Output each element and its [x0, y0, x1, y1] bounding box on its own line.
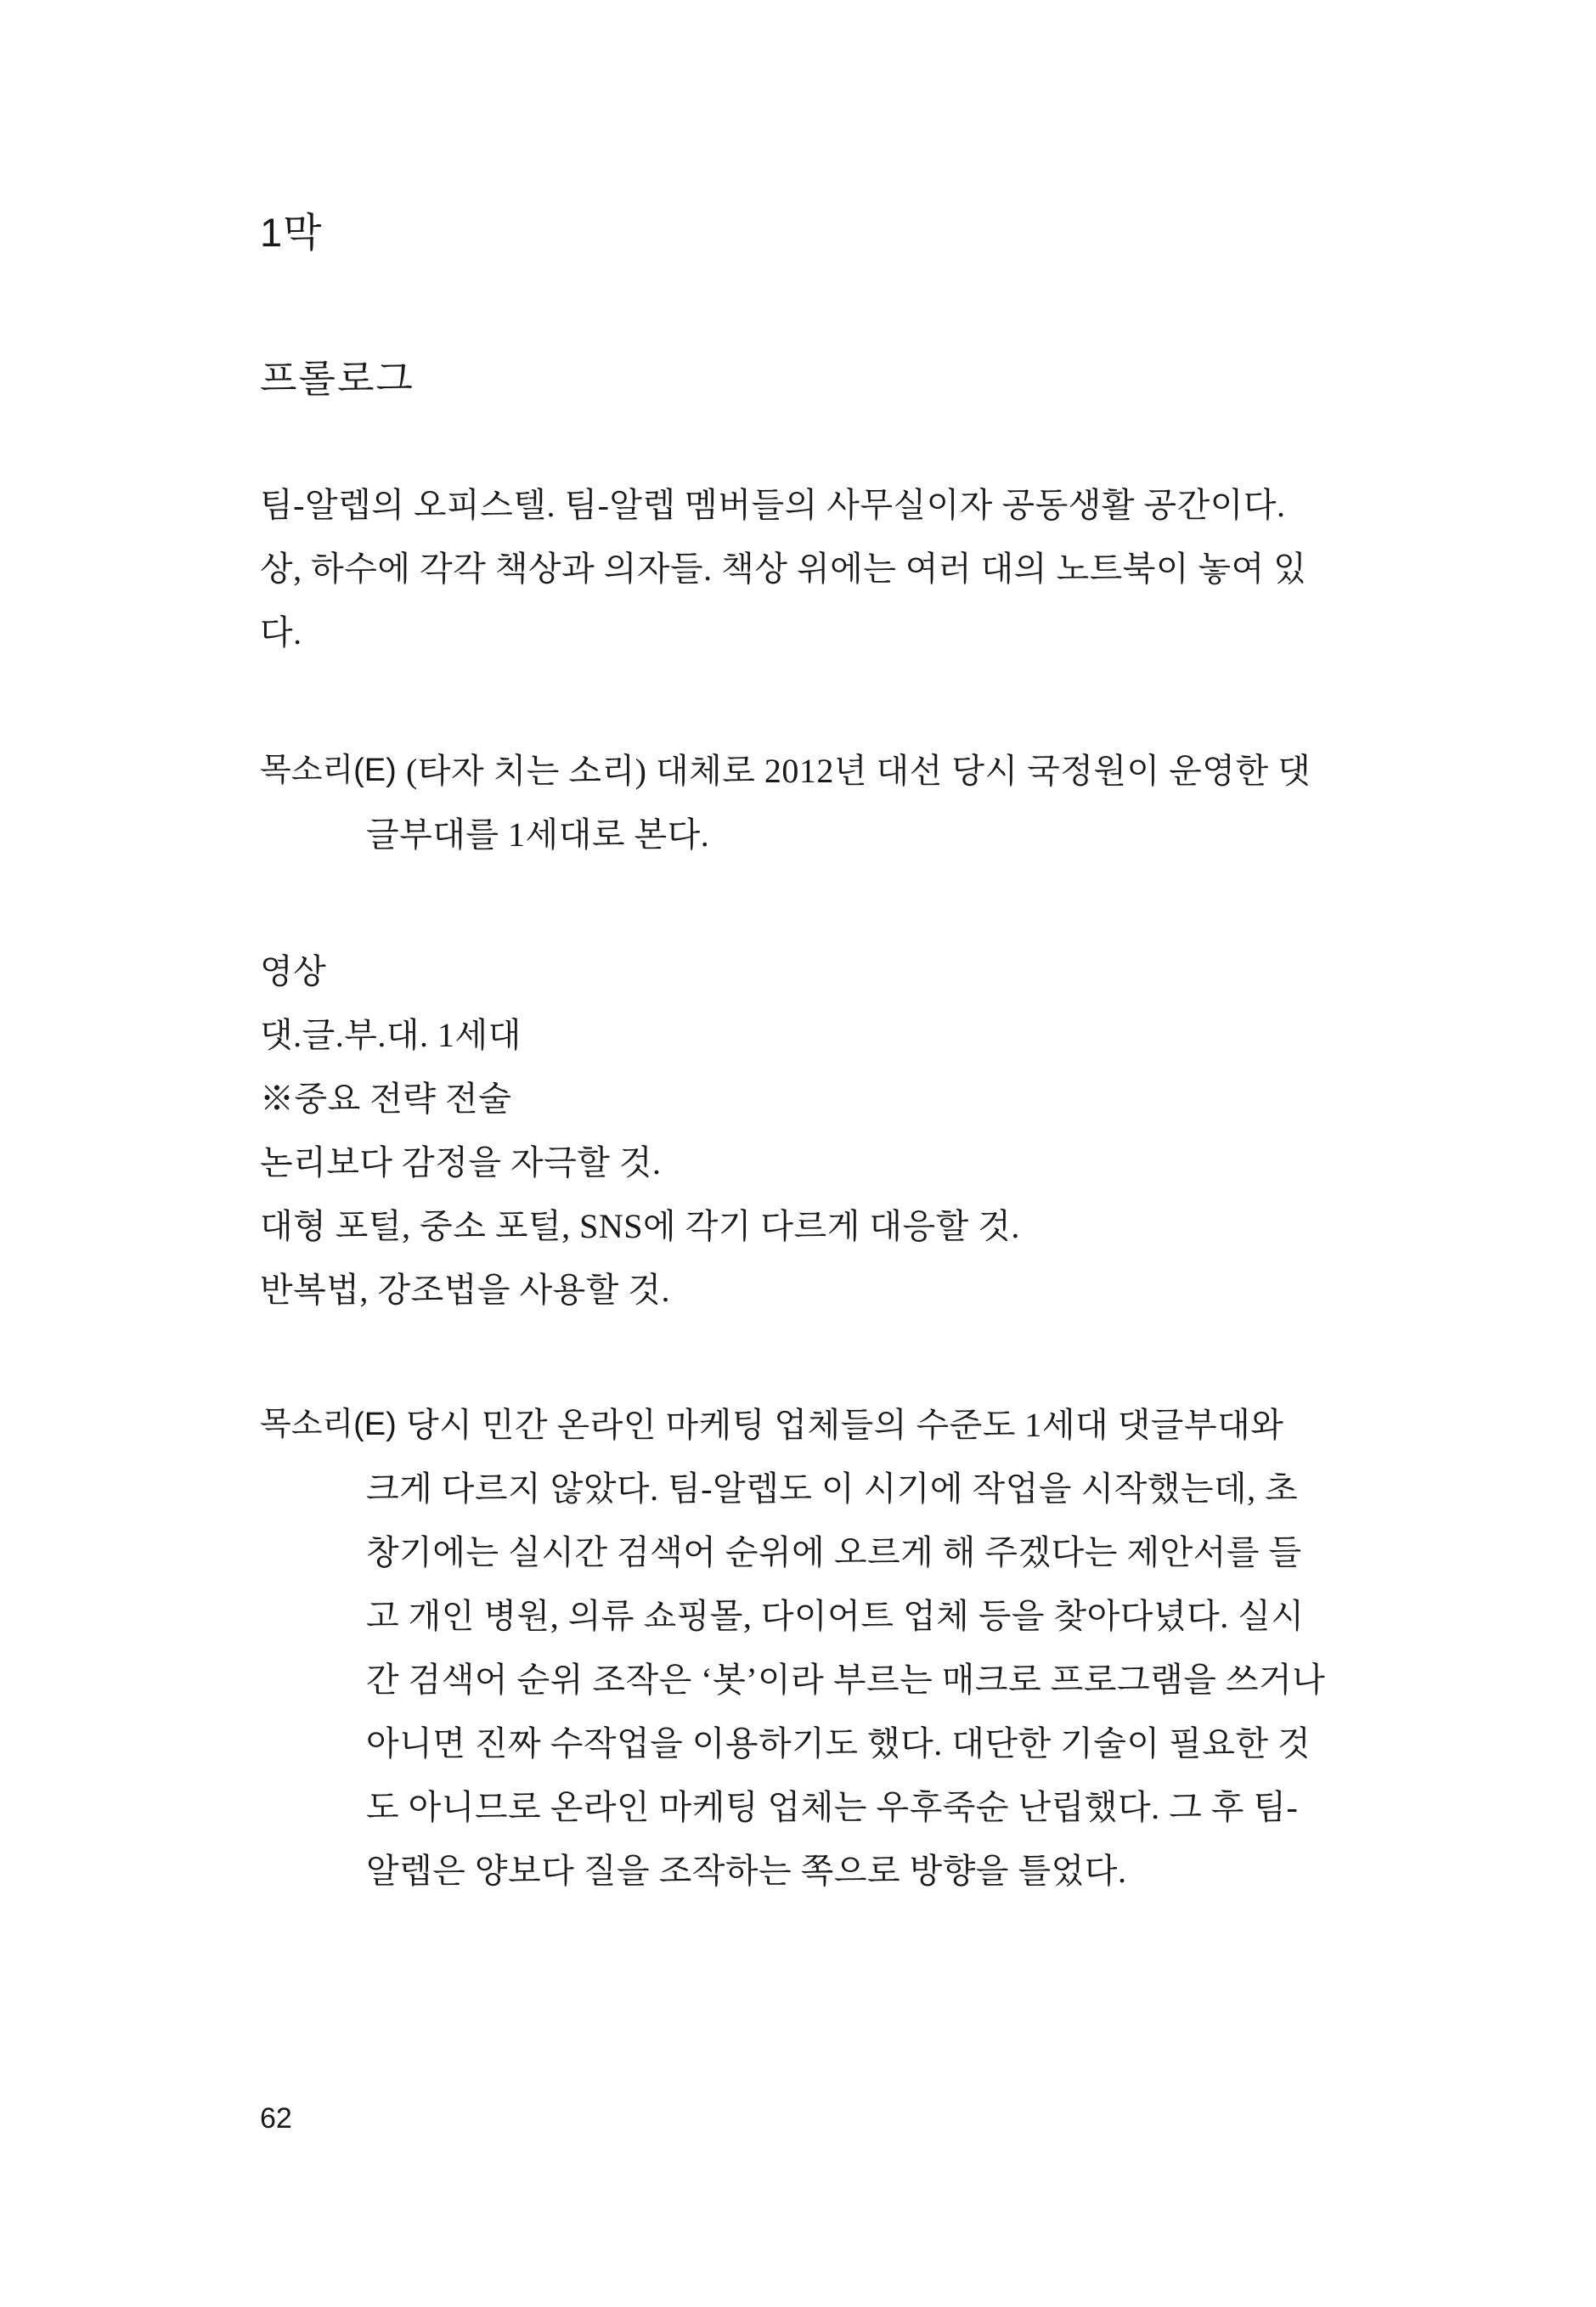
dialogue-line: 간 검색어 순위 조작은 ‘봇’이라 부르는 매크로 프로그램을 쓰거나	[366, 1661, 1326, 1699]
video-caption-block	[260, 939, 1271, 1322]
dialogue-line: 고 개인 병원, 의류 쇼핑몰, 다이어트 업체 등을 찾아다녔다. 실시	[366, 1597, 1305, 1635]
speaker-label: 목소리(E)	[260, 1407, 397, 1442]
scene-title: 프롤로그	[260, 357, 415, 400]
video-caption-line: 반복법, 강조법을 사용할 것.	[260, 1271, 671, 1309]
video-caption-line: 논리보다 감정을 자극할 것.	[260, 1143, 662, 1182]
dialogue-line: 크게 다르지 않았다. 팀-알렙도 이 시기에 작업을 시작했는데, 초	[366, 1469, 1299, 1508]
dialogue-block	[260, 1393, 1326, 1903]
page-number: 62	[260, 2102, 292, 2135]
dialogue-line: 알렙은 양보다 질을 조작하는 쪽으로 방향을 틀었다.	[366, 1852, 1127, 1890]
video-caption-line: 대형 포털, 중소 포털, SNS에 각기 다르게 대응할 것.	[260, 1207, 1020, 1245]
dialogue-line: 아니면 진짜 수작업을 이용하기도 했다. 대단한 기술이 필요한 것	[366, 1724, 1311, 1763]
video-caption-line: 영상	[260, 952, 327, 990]
video-caption-line: 댓.글.부.대. 1세대	[260, 1016, 522, 1054]
dialogue-line: 당시 민간 온라인 마케팅 업체들의 수준도 1세대 댓글부대와	[406, 1406, 1284, 1444]
dialogue-line: (타자 치는 소리) 대체로 2012년 대선 당시 국정원이 운영한 댓	[406, 752, 1311, 790]
dialogue-line: 도 아니므로 온라인 마케팅 업체는 우후죽순 난립했다. 그 후 팀-	[366, 1788, 1299, 1826]
stage-direction-line: 다.	[260, 613, 302, 651]
speaker-label: 목소리(E)	[260, 753, 397, 788]
video-caption-line: ※중요 전략 전술	[260, 1080, 512, 1118]
stage-direction	[260, 473, 1307, 664]
stage-direction-line: 상, 하수에 각각 책상과 의자들. 책상 위에는 여러 대의 노트북이 놓여 있	[260, 550, 1307, 588]
dialogue-block	[260, 739, 1311, 866]
dialogue-line: 창기에는 실시간 검색어 순위에 오르게 해 주겠다는 제안서를 들	[366, 1533, 1302, 1571]
stage-direction-line: 팀-알렙의 오피스텔. 팀-알렙 멤버들의 사무실이자 공동생활 공간이다.	[260, 486, 1286, 524]
dialogue-line: 글부대를 1세대로 본다.	[366, 815, 710, 854]
act-title: 1막	[260, 210, 323, 255]
